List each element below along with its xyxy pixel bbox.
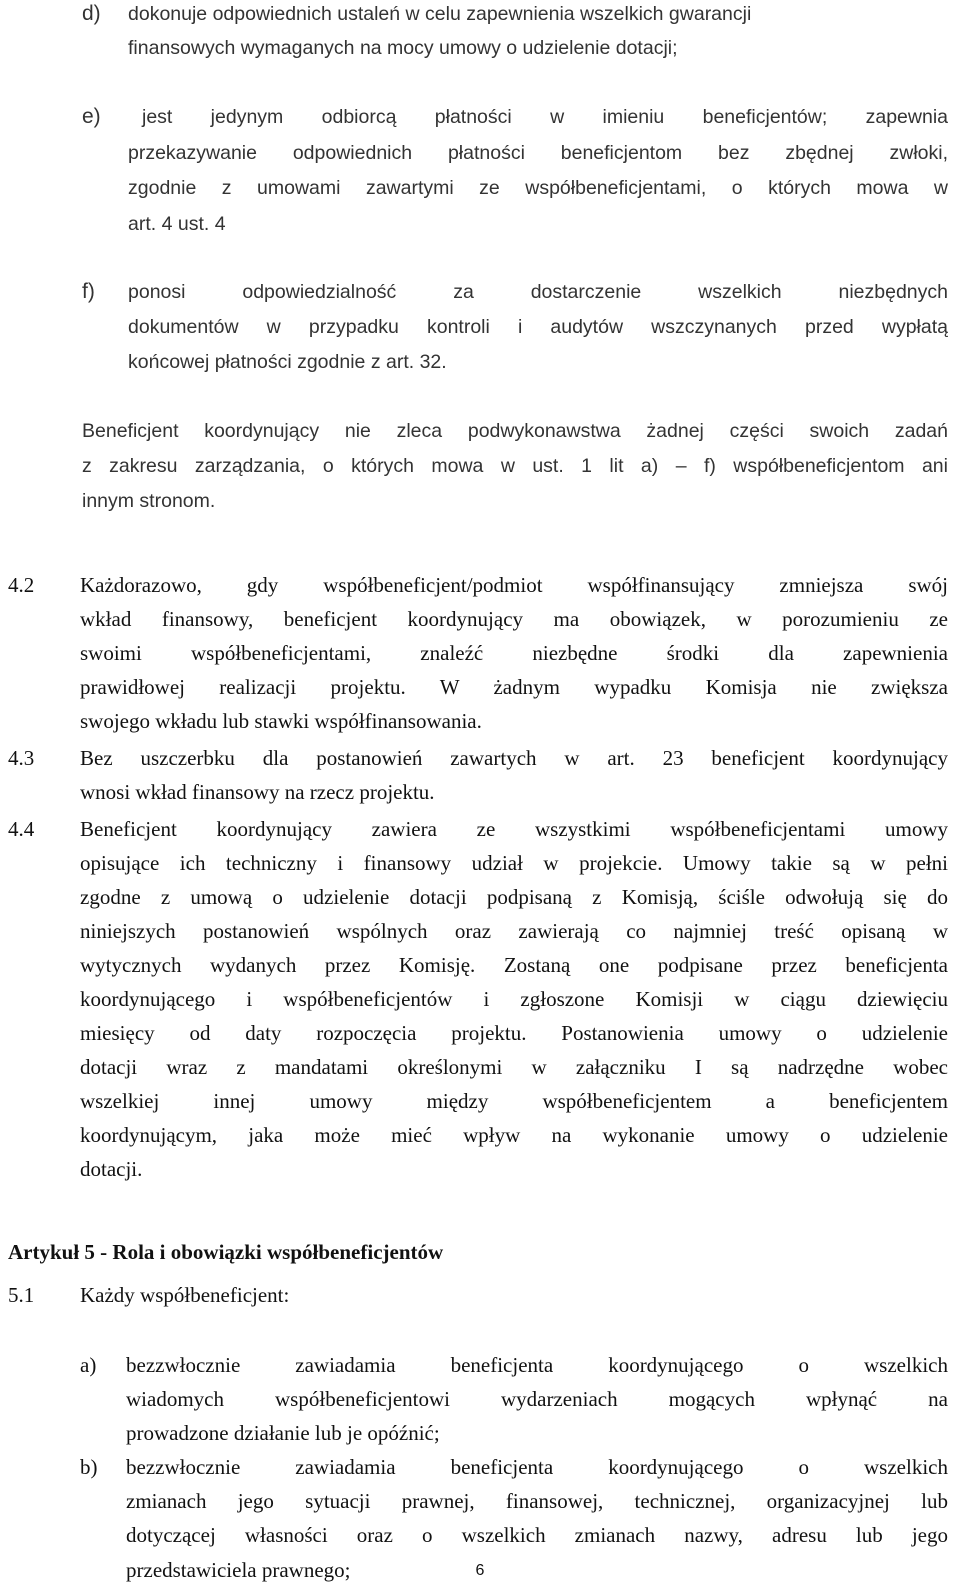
section-4-4-line-8: dotacji wraz z mandatami określonymi w załączniku I są nadrzędne wobec [80, 1055, 948, 1079]
item-e-line-4: art. 4 ust. 4 [128, 213, 226, 235]
item-marker-5a: a) [80, 1353, 97, 1377]
section-number-4-4: 4.4 [8, 817, 35, 841]
section-number-4-2: 4.2 [8, 573, 35, 597]
section-4-4-line-6: koordynującego i współbeneficjentów i zgłoszone Komisji w ciągu dziewięciu [80, 987, 948, 1011]
section-4-4-line-11: dotacji. [80, 1157, 143, 1181]
item-5b-line-1: bezzwłocznie zawiadamia beneficjenta koordynującego o wszelkich [126, 1455, 948, 1479]
item-d-line-1: dokonuje odpowiednich ustaleń w celu zapewnienia wszelkich gwarancji [128, 3, 752, 25]
item-5b-line-3: dotyczącej własności oraz o wszelkich zmianach nazwy, adresu lub jego [126, 1523, 948, 1547]
item-marker-e: e) [82, 105, 101, 128]
section-4-2-line-3: swoimi współbeneficjentami, znaleźć niezbędne środki dla zapewnienia [80, 641, 948, 665]
section-4-3-line-2: wnosi wkład finansowy na rzecz projektu. [80, 780, 435, 804]
item-e-line-2: przekazywanie odpowiednich płatności beneficjentom bez zbędnej zwłoki, [128, 142, 948, 164]
paragraph-line-3: innym stronom. [82, 490, 216, 512]
item-5a-line-3: prowadzone działanie lub je opóźnić; [126, 1421, 440, 1445]
item-marker-f: f) [82, 280, 95, 303]
section-number-4-3: 4.3 [8, 746, 35, 770]
section-4-4-line-9: wszelkiej innej umowy między współbeneficjentem a beneficjentem [80, 1089, 948, 1113]
item-f-line-3: końcowej płatności zgodnie z art. 32. [128, 351, 447, 373]
item-marker-5b: b) [80, 1455, 98, 1479]
paragraph-line-1: Beneficjent koordynujący nie zleca podwykonawstwa żadnej części swoich zadań [82, 420, 948, 442]
section-4-4-line-7: miesięcy od daty rozpoczęcia projektu. Postanowienia umowy o udzielenie [80, 1021, 948, 1045]
item-f-line-1: ponosi odpowiedzialność za dostarczenie wszelkich niezbędnych [128, 281, 948, 303]
section-4-4-line-2: opisujące ich techniczny i finansowy udział w projekcie. Umowy takie są w pełni [80, 851, 948, 875]
section-4-2-line-2: wkład finansowy, beneficjent koordynujący ma obowiązek, w porozumieniu ze [80, 607, 948, 631]
section-number-5-1: 5.1 [8, 1283, 35, 1307]
section-4-4-line-10: koordynującym, jaka może mieć wpływ na wykonanie umowy o udzielenie [80, 1123, 948, 1147]
paragraph-line-2: z zakresu zarządzania, o których mowa w ust. 1 lit a) – f) współbeneficjentom ani [82, 455, 948, 477]
item-5b-line-2: zmianach jego sytuacji prawnej, finansowej, technicznej, organizacyjnej lub [126, 1489, 948, 1513]
item-marker-d: d) [82, 2, 101, 25]
item-e-line-1: jest jedynym odbiorcą płatności w imieniu beneficjentów; zapewnia [142, 106, 948, 128]
item-d-line-2: finansowych wymaganych na mocy umowy o udzielenie dotacji; [128, 37, 678, 59]
section-4-4-line-5: wytycznych wydanych przez Komisję. Zostaną one podpisane przez beneficjenta [80, 953, 948, 977]
article-5-heading: Artykuł 5 - Rola i obowiązki współbeneficjentów [8, 1240, 444, 1264]
page-number: 6 [475, 1562, 485, 1579]
section-4-4-line-4: niniejszych postanowień wspólnych oraz zawierają co najmniej treść opisaną w [80, 919, 948, 943]
section-4-3-line-1: Bez uszczerbku dla postanowień zawartych w art. 23 beneficjent koordynujący [80, 746, 948, 770]
section-4-4-line-3: zgodne z umową o udzielenie dotacji podpisaną z Komisją, ściśle odwołują się do [80, 885, 948, 909]
item-5b-line-4: przedstawiciela prawnego; [126, 1558, 351, 1582]
item-f-line-2: dokumentów w przypadku kontroli i audytów wszczynanych przed wypłatą [128, 316, 948, 338]
section-4-4-line-1: Beneficjent koordynujący zawiera ze wszystkimi współbeneficjentami umowy [80, 817, 948, 841]
section-4-2-line-4: prawidłowej realizacji projektu. W żadnym wypadku Komisja nie zwiększa [80, 675, 948, 699]
item-5a-line-1: bezzwłocznie zawiadamia beneficjenta koordynującego o wszelkich [126, 1353, 948, 1377]
section-4-2-line-5: swojego wkładu lub stawki współfinansowania. [80, 709, 482, 733]
section-5-1-text: Każdy współbeneficjent: [80, 1283, 290, 1307]
section-4-2-line-1: Każdorazowo, gdy współbeneficjent/podmiot współfinansujący zmniejsza swój [80, 573, 948, 597]
item-e-line-3: zgodnie z umowami zawartymi ze współbeneficjentami, o których mowa w [128, 177, 948, 199]
item-5a-line-2: wiadomych współbeneficjentowi wydarzeniach mogących wpłynąć na [126, 1387, 948, 1411]
